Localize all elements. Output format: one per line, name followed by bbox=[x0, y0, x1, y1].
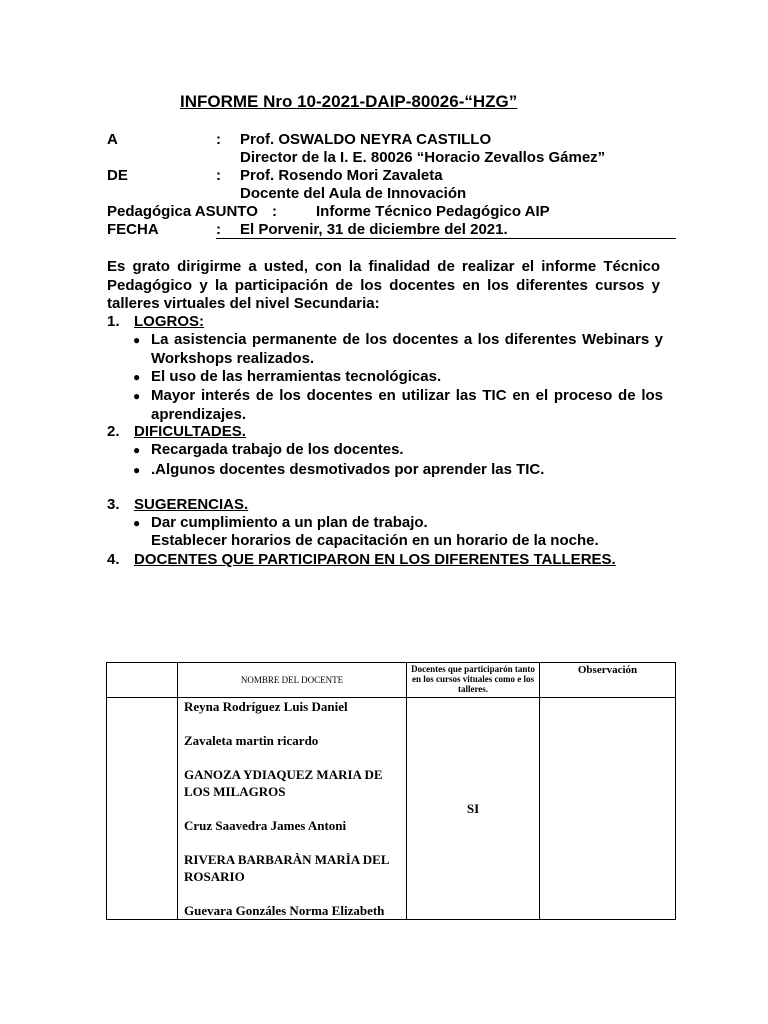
section-3-title: SUGERENCIAS. bbox=[134, 496, 249, 513]
to-label: A bbox=[107, 131, 118, 148]
table-header-name: NOMBRE DEL DOCENTE bbox=[178, 663, 407, 698]
header-divider bbox=[216, 238, 676, 239]
bullet-icon: ● bbox=[133, 370, 141, 384]
section-2-number: 2. bbox=[107, 423, 120, 440]
teacher-name: Zavaleta martin ricardo bbox=[184, 733, 319, 748]
bullet-icon: ● bbox=[133, 333, 141, 347]
bullet-icon: ● bbox=[133, 463, 141, 477]
to-colon: : bbox=[216, 131, 221, 148]
to-name: Prof. OSWALDO NEYRA CASTILLO bbox=[240, 131, 492, 148]
section-1-title: LOGROS: bbox=[134, 313, 204, 330]
dificultades-item-1: Recargada trabajo de los docentes. bbox=[151, 441, 404, 458]
bullet-icon: ● bbox=[133, 389, 141, 403]
table-header-participation: Docentes que participarón tanto en los cursos vituales como e los talleres. bbox=[407, 663, 540, 698]
to-position: Director de la I. E. 80026 “Horacio Zevallos Gámez” bbox=[240, 149, 606, 166]
sugerencias-item-2: Establecer horarios de capacitación en un horario de la noche. bbox=[151, 532, 599, 549]
subject-label: Pedagógica ASUNTO bbox=[107, 203, 258, 220]
participation-value: SI bbox=[407, 698, 540, 920]
sugerencias-item-1: Dar cumplimiento a un plan de trabajo. bbox=[151, 514, 428, 531]
date-value: El Porvenir, 31 de diciembre del 2021. bbox=[240, 221, 508, 238]
teacher-name: GANOZA YDIAQUEZ MARIA DE bbox=[184, 767, 383, 782]
teacher-name: Cruz Saavedra James Antoni bbox=[184, 818, 347, 833]
teacher-name: RIVERA BARBARÀN MARÌA DEL bbox=[184, 852, 390, 867]
table-cell-blank bbox=[107, 698, 178, 920]
section-4-number: 4. bbox=[107, 551, 120, 568]
bullet-icon: ● bbox=[133, 443, 141, 457]
teacher-name-continued: LOS MILAGROS bbox=[184, 784, 286, 799]
date-colon: : bbox=[216, 221, 221, 238]
subject-value: Informe Técnico Pedagógico AIP bbox=[316, 203, 550, 220]
table-header-blank bbox=[107, 663, 178, 698]
section-3-number: 3. bbox=[107, 496, 120, 513]
date-label: FECHA bbox=[107, 221, 159, 238]
logros-item-3: Mayor interés de los docentes en utilizar las TIC en el proceso de los aprendizajes. bbox=[151, 387, 663, 423]
teacher-name-continued: ROSARIO bbox=[184, 869, 245, 884]
logros-item-2: El uso de las herramientas tecnológicas. bbox=[151, 368, 442, 385]
document-title: INFORME Nro 10-2021-DAIP-80026-“HZG” bbox=[180, 92, 518, 111]
from-colon: : bbox=[216, 167, 221, 184]
table-header-observation: Observación bbox=[540, 663, 676, 698]
from-position: Docente del Aula de Innovación bbox=[240, 185, 467, 202]
teacher-name: Reyna Rodríguez Luis Daniel bbox=[184, 699, 348, 714]
teachers-table bbox=[106, 662, 676, 920]
table-row bbox=[107, 698, 676, 920]
table-header-row bbox=[107, 663, 676, 698]
section-4-title: DOCENTES QUE PARTICIPARON EN LOS DIFERENTES TALLERES. bbox=[134, 551, 616, 568]
intro-paragraph: Es grato dirigirme a usted, con la finalidad de realizar el informe Técnico Pedagógico y la participación de los docentes en los diferentes cursos y talleres virtuales del nivel Secundaria: bbox=[107, 258, 660, 312]
logros-item-1: La asistencia permanente de los docentes a los diferentes Webinars y Workshops realizados. bbox=[151, 331, 663, 367]
teacher-names-cell bbox=[178, 698, 407, 920]
bullet-icon: ● bbox=[133, 516, 141, 530]
dificultades-item-2: .Algunos docentes desmotivados por aprender las TIC. bbox=[151, 461, 545, 478]
section-2-title: DIFICULTADES. bbox=[134, 423, 246, 440]
teacher-name: Guevara Gonzáles Norma Elizabeth bbox=[184, 903, 385, 918]
from-name: Prof. Rosendo Mori Zavaleta bbox=[240, 167, 443, 184]
subject-colon: : bbox=[272, 203, 277, 220]
section-1-number: 1. bbox=[107, 313, 120, 330]
observation-cell bbox=[540, 698, 676, 920]
from-label: DE bbox=[107, 167, 128, 184]
